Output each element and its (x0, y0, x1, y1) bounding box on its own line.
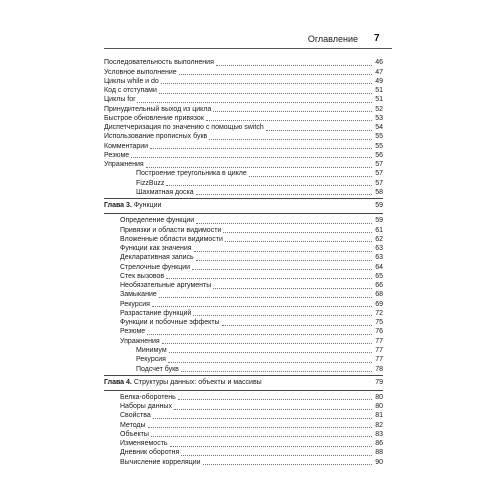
chapter-page-number: 59 (375, 202, 383, 210)
dot-leader (161, 83, 372, 84)
toc-entry (104, 346, 383, 355)
toc-entry-title: Рекурсия (120, 300, 150, 308)
toc-entry (104, 188, 383, 197)
toc-entry-page: 68 (375, 291, 383, 299)
toc-entry-page: 63 (375, 245, 383, 253)
toc-entry (104, 104, 383, 113)
toc-entry-page: 61 (375, 226, 383, 234)
toc-entry-page: 46 (375, 59, 383, 67)
toc-entry-title: Рекурсия (136, 356, 166, 364)
dot-leader (166, 278, 372, 279)
toc-entry (104, 58, 383, 67)
toc-entry (104, 309, 383, 318)
toc-entry-page: 63 (375, 254, 383, 262)
dot-leader (146, 167, 372, 168)
toc-entry-page: 88 (375, 449, 383, 457)
toc-entry-page: 65 (375, 272, 383, 280)
dot-leader (179, 74, 372, 75)
toc-entry-page: 47 (375, 68, 383, 76)
dot-leader (131, 157, 372, 158)
toc-entry-title: Замыкание (120, 291, 157, 299)
toc-entry (104, 151, 383, 160)
dot-leader (159, 93, 372, 94)
toc-entry-title: Стек вызовов (120, 272, 165, 280)
toc-entry (104, 299, 383, 308)
toc-entry (104, 327, 383, 336)
toc-entry (104, 235, 383, 244)
dot-leader (209, 139, 372, 140)
dot-leader (216, 65, 372, 66)
toc-entry-page: 59 (375, 217, 383, 225)
toc-entry (104, 132, 383, 141)
toc-entry-page: 83 (375, 430, 383, 438)
dot-leader (203, 464, 372, 465)
toc-entry (104, 272, 383, 281)
toc-entry-title: Стрелочные функции (120, 263, 191, 271)
toc-entry-page: 64 (375, 263, 383, 271)
toc-entry-title: Привязки и области видимости (120, 226, 222, 234)
dot-leader (151, 436, 372, 437)
chapter-text: Структуры данных: объекты и массивы (133, 379, 262, 386)
dot-leader (178, 399, 372, 400)
toc-entry-page: 54 (375, 124, 383, 132)
toc-entry (104, 86, 383, 95)
toc-entry-page: 77 (375, 337, 383, 345)
toc-entry (104, 393, 383, 402)
toc-entry (104, 67, 383, 76)
toc-entry-page: 52 (375, 105, 383, 113)
toc-entry-page: 80 (375, 403, 383, 411)
toc-entry-title: Быстрое обновление привязок (104, 114, 204, 122)
dot-leader (213, 111, 372, 112)
toc-entry-page: 72 (375, 309, 383, 317)
toc-entry (104, 290, 383, 299)
toc-entry-title: Свойства (120, 412, 151, 420)
toc-entry (104, 430, 383, 439)
toc-entry-title: Циклы for (104, 96, 136, 104)
toc-entry-title: Резюме (104, 151, 130, 159)
dot-leader (168, 362, 372, 363)
toc-entry (104, 318, 383, 327)
toc-entry (104, 160, 383, 169)
table-of-contents (104, 58, 383, 467)
toc-entry (104, 336, 383, 345)
toc-entry-page: 57 (375, 179, 383, 187)
dot-leader (193, 315, 372, 316)
toc-entry (104, 420, 383, 429)
dot-leader (152, 306, 372, 307)
toc-entry-page: 55 (375, 133, 383, 141)
dot-leader (196, 223, 372, 224)
toc-entry (104, 169, 383, 178)
toc-entry (104, 225, 383, 234)
toc-entry-page: 58 (375, 188, 383, 196)
toc-entry-page: 57 (375, 161, 383, 169)
toc-entry-title: Декларативная запись (120, 254, 194, 262)
chapter-label: Глава 3. (104, 202, 132, 210)
dot-leader (223, 232, 372, 233)
toc-entry-title: Изменяемость (120, 440, 168, 448)
toc-entry (104, 114, 383, 123)
toc-entry-page: 53 (375, 114, 383, 122)
toc-entry (104, 244, 383, 253)
dot-leader (137, 102, 372, 103)
toc-entry (104, 95, 383, 104)
toc-entry (104, 411, 383, 420)
dot-leader (192, 269, 372, 270)
toc-entry-page: 57 (375, 170, 383, 178)
dot-leader (170, 446, 372, 447)
toc-entry (104, 216, 383, 225)
toc-entry-title: Резюме (120, 328, 146, 336)
dot-leader (169, 352, 372, 353)
toc-entry (104, 141, 383, 150)
toc-entry-page: 56 (375, 151, 383, 159)
toc-entry-title: Функции как значения (120, 245, 192, 253)
dot-leader (194, 251, 372, 252)
toc-entry-title: Принудительный выход из цикла (104, 105, 212, 113)
toc-entry (104, 123, 383, 132)
dot-leader (213, 288, 372, 289)
toc-entry-title: Шахматная доска (136, 188, 194, 196)
toc-entry-title: Подсчет букв (136, 365, 179, 373)
toc-entry-page: 81 (375, 412, 383, 420)
dot-leader (222, 325, 372, 326)
toc-entry-title: Объекты (120, 430, 149, 438)
toc-entry-title: Построение треугольника в цикле (136, 170, 247, 178)
toc-entry (104, 364, 383, 373)
dot-leader (162, 343, 372, 344)
toc-entry-title: Определение функции (120, 217, 195, 225)
toc-entry-title: Упражнения (120, 337, 160, 345)
dot-leader (148, 427, 372, 428)
toc-entry (104, 262, 383, 271)
toc-entry-title: Разрастание функций (120, 309, 192, 317)
toc-entry (104, 457, 383, 466)
dot-leader (147, 334, 372, 335)
toc-entry-page: 82 (375, 421, 383, 429)
toc-entry-page: 66 (375, 282, 383, 290)
toc-chapter-heading (104, 198, 383, 214)
dot-leader (196, 260, 372, 261)
toc-entry-title: Белка-оборотень (120, 393, 176, 401)
toc-entry-page: 80 (375, 393, 383, 401)
toc-entry-title: Последовательность выполнения (104, 59, 214, 67)
toc-entry (104, 402, 383, 411)
toc-entry (104, 77, 383, 86)
dot-leader (206, 120, 372, 121)
toc-entry-title: Циклы while и do (104, 77, 159, 85)
toc-entry-page: 78 (375, 365, 383, 373)
toc-entry-page: 86 (375, 440, 383, 448)
toc-entry-title: Дневник оборотня (120, 449, 180, 457)
toc-entry (104, 281, 383, 290)
dot-leader (249, 176, 372, 177)
dot-leader (181, 455, 372, 456)
toc-chapter-heading (104, 375, 383, 391)
toc-entry (104, 448, 383, 457)
toc-entry-page: 55 (375, 142, 383, 150)
toc-entry-page: 51 (375, 96, 383, 104)
toc-entry-title: FizzBuzz (136, 179, 165, 187)
chapter-page-number: 79 (375, 379, 383, 386)
toc-entry-title: Наборы данных (120, 403, 172, 411)
dot-leader (153, 418, 372, 419)
running-header-title: Оглавление (307, 34, 358, 44)
chapter-title (104, 202, 161, 210)
toc-entry-page: 76 (375, 328, 383, 336)
dot-leader (196, 194, 372, 195)
toc-entry-title: Минимум (136, 346, 167, 354)
chapter-title (104, 379, 262, 387)
header-rule (104, 48, 392, 49)
toc-entry-title: Необязательные аргументы (120, 282, 212, 290)
dot-leader (150, 148, 372, 149)
toc-entry-page: 69 (375, 300, 383, 308)
toc-entry-title: Диспетчеризация по значению с помощью switch (104, 124, 264, 132)
toc-entry-page: 90 (375, 458, 383, 466)
toc-entry-page: 77 (375, 346, 383, 354)
dot-leader (159, 297, 372, 298)
toc-entry-title: Вложенные области видимости (120, 235, 223, 243)
toc-entry (104, 439, 383, 448)
chapter-text: Функции (133, 202, 162, 210)
dot-leader (266, 130, 372, 131)
dot-leader (225, 241, 372, 242)
chapter-label: Глава 4. (104, 379, 132, 386)
toc-entry-title: Комментарии (104, 142, 149, 150)
toc-entry-page: 75 (375, 319, 383, 327)
toc-entry-title: Использование прописных букв (104, 133, 208, 141)
toc-entry-page: 49 (375, 77, 383, 85)
toc-entry-page: 62 (375, 235, 383, 243)
toc-entry-page: 77 (375, 356, 383, 364)
dot-leader (181, 371, 372, 372)
toc-entry (104, 178, 383, 187)
toc-entry-title: Код с отступами (104, 87, 157, 95)
toc-entry-title: Вычисление корреляции (120, 458, 201, 466)
dot-leader (174, 409, 372, 410)
toc-entry-title: Упражнения (104, 161, 144, 169)
page-number: 7 (374, 33, 380, 44)
dot-leader (166, 185, 372, 186)
toc-entry-title: Методы (120, 421, 146, 429)
toc-entry-title: Функции и побочные эффекты (120, 319, 220, 327)
toc-entry (104, 355, 383, 364)
toc-entry (104, 253, 383, 262)
toc-entry-page: 51 (375, 87, 383, 95)
toc-entry-title: Условное выполнение (104, 68, 177, 76)
